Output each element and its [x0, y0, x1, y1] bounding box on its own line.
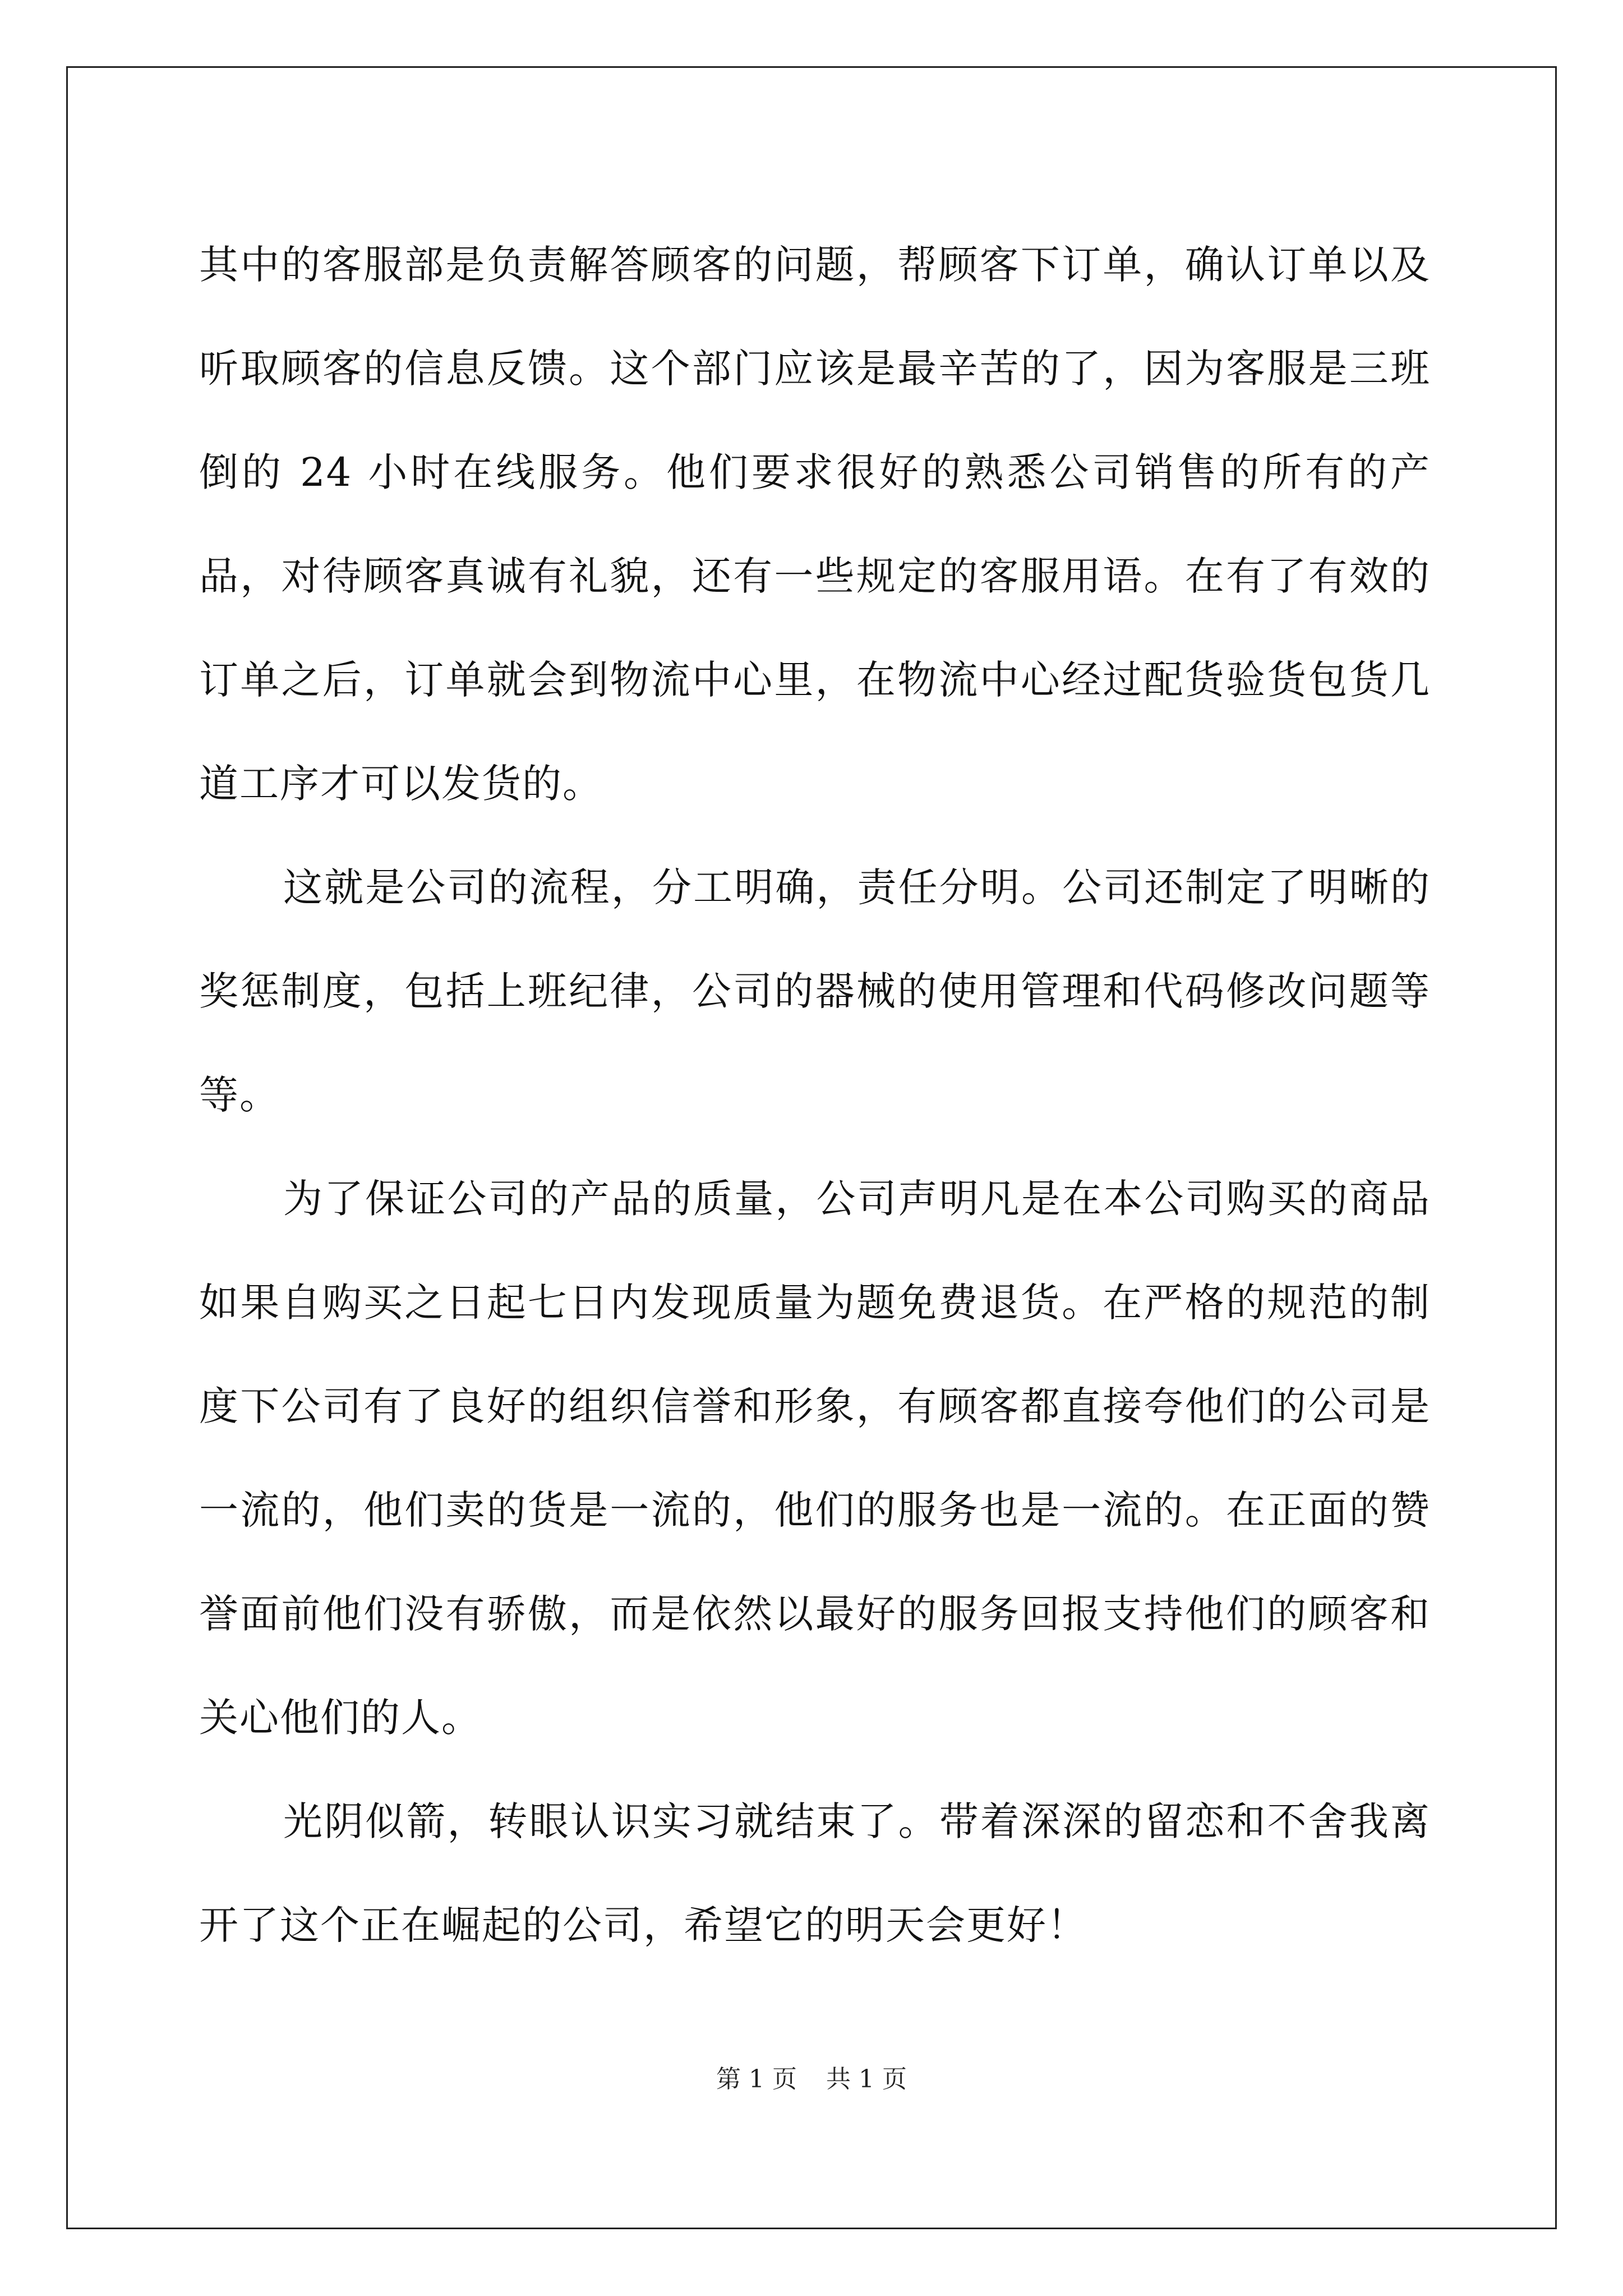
paragraph-customer-service: 其中的客服部是负责解答顾客的问题，帮顾客下订单，确认订单以及听取顾客的信息反馈。这个部门应该是最辛苦的了，因为客服是三班倒的 24 小时在线服务。他们要求很好的熟悉公司销售的所有的产品，对待顾客真诚有礼貌，还有一些规定的客服用语。在有了有效的订单之后，订单就会到物流中心里，在物流中心经过配货验货包货几道工序才可以发货的。: [199, 242, 1431, 807]
document-body: [199, 213, 1431, 1977]
paragraph-quality-guarantee: 为了保证公司的产品的质量，公司声明凡是在本公司购买的商品如果自购买之日起七日内发现质量为题免费退货。在严格的规范的制度下公司有了良好的组织信誉和形象，有顾客都直接夸他们的公司是一流的，他们卖的货是一流的，他们的服务也是一流的。在正面的赞誉面前他们没有骄傲，而是依然以最好的服务回报支持他们的顾客和关心他们的人。: [199, 1176, 1431, 1741]
paragraph-conclusion: 光阴似箭，转眼认识实习就结束了。带着深深的留恋和不舍我离开了这个正在崛起的公司，希望它的明天会更好！: [199, 1798, 1431, 1948]
page-total: 共 1 页: [826, 2065, 907, 2093]
page-number: 第 1 页: [716, 2065, 797, 2093]
page-footer: [0, 2059, 1623, 2095]
paragraph-company-process: 这就是公司的流程，分工明确，责任分明。公司还制定了明晰的奖惩制度，包括上班纪律，公司的器械的使用管理和代码修改问题等等。: [199, 864, 1431, 1118]
